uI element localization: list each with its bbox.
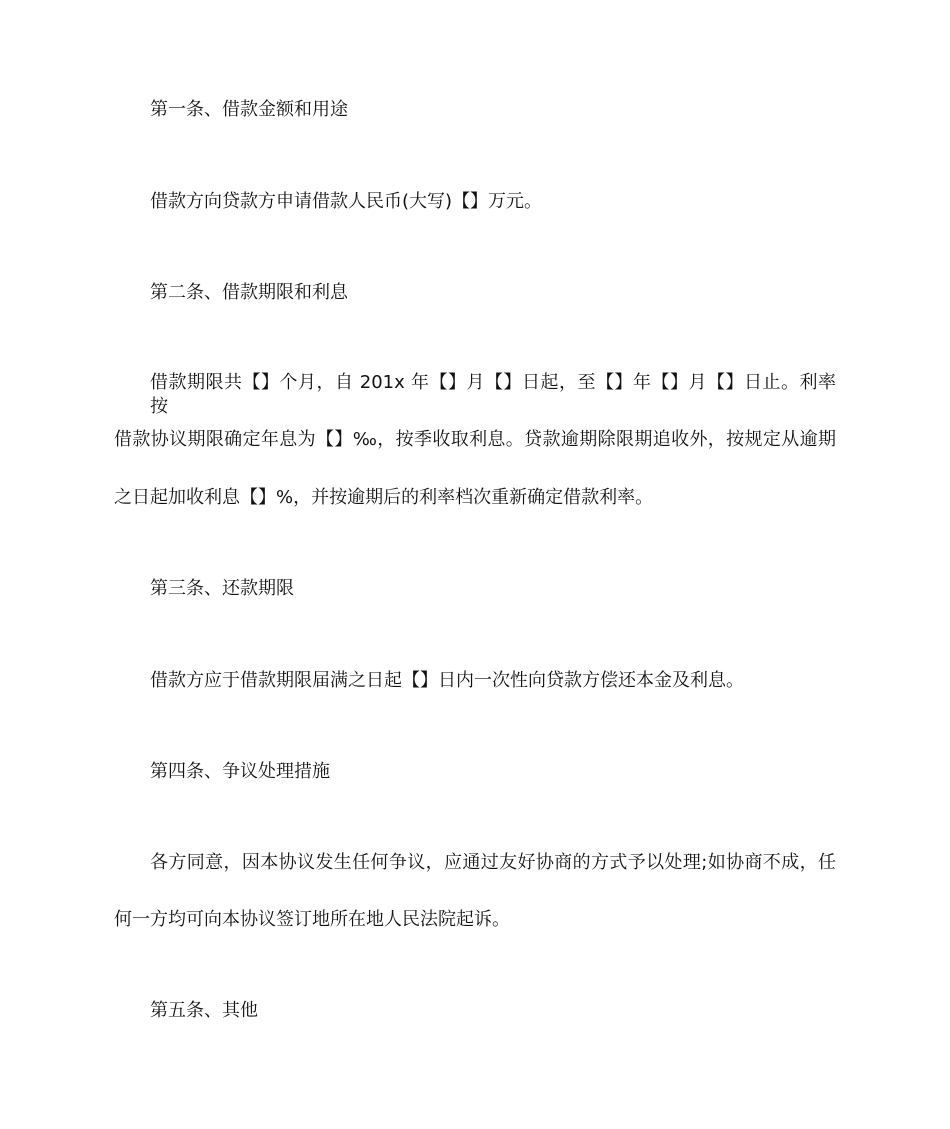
article-4-heading: 第四条、争议处理措施 — [150, 761, 330, 782]
article-2-body-line-1: 借款期限共【】个月，自 201x 年【】月【】日起，至【】年【】月【】日止。利率按 — [150, 372, 836, 417]
article-1-heading: 第一条、借款金额和用途 — [150, 99, 348, 120]
article-4-body-line-2: 何一方均可向本协议签订地所在地人民法院起诉。 — [114, 909, 510, 930]
article-4-body-line-1: 各方同意，因本协议发生任何争议，应通过友好协商的方式予以处理;如协商不成，任 — [150, 852, 836, 873]
article-2-body-line-2: 借款协议期限确定年息为【】‰，按季收取利息。贷款逾期除限期追收外，按规定从逾期 — [114, 429, 836, 450]
article-3-body: 借款方应于借款期限届满之日起【】日内一次性向贷款方偿还本金及利息。 — [150, 670, 744, 691]
article-2-heading: 第二条、借款期限和利息 — [150, 282, 348, 303]
article-2-body-line-3: 之日起加收利息【】%，并按逾期后的利率档次重新确定借款利率。 — [114, 487, 654, 508]
article-1-body: 借款方向贷款方申请借款人民币(大写)【】万元。 — [150, 191, 543, 212]
article-5-heading: 第五条、其他 — [150, 1000, 258, 1021]
article-3-heading: 第三条、还款期限 — [150, 578, 294, 599]
